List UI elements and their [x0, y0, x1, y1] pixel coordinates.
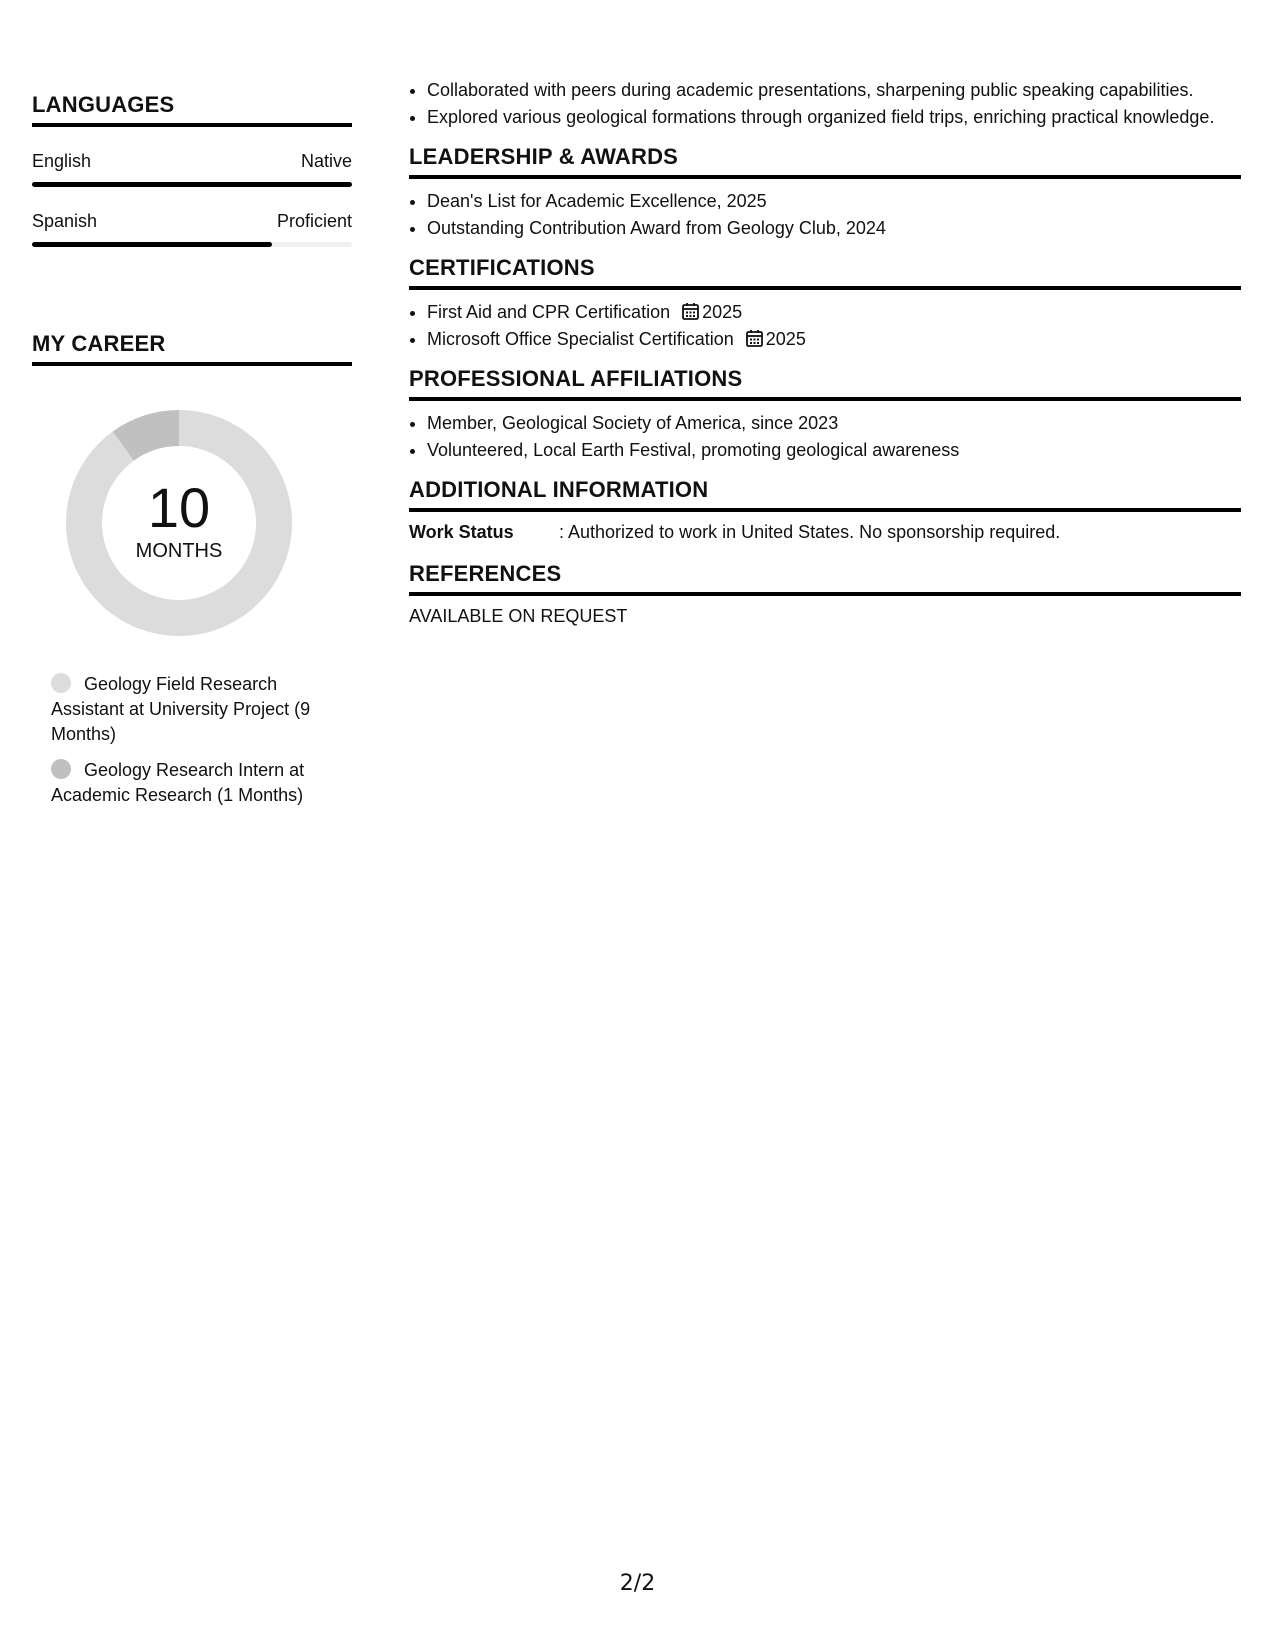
work-status-value: : Authorized to work in United States. No sponsorship required. — [559, 522, 1061, 542]
leadership-heading: LEADERSHIP & AWARDS — [409, 144, 1241, 179]
list-item: • Collaborated with peers during academic presentations, sharpening public speaking capabilities. — [427, 78, 1241, 103]
references-section — [409, 561, 1241, 627]
legend-label: Geology Research Intern at Academic Research (1 Months) — [51, 760, 305, 805]
career-total-months: 10 — [147, 475, 211, 539]
language-proficiency-bar — [32, 242, 352, 247]
language-level: Proficient — [276, 211, 352, 231]
list-item — [427, 300, 1241, 325]
legend-item — [51, 758, 341, 808]
career-legend — [51, 672, 341, 808]
career-unit-label: MONTHS — [135, 539, 223, 562]
affiliations-section — [409, 366, 1241, 463]
language-proficiency-bar — [32, 182, 352, 187]
left-column — [32, 92, 352, 819]
legend-swatch — [51, 673, 71, 693]
career-heading: MY CAREER — [32, 331, 352, 366]
experience-bullets — [409, 78, 1241, 130]
affiliations-heading: PROFESSIONAL AFFILIATIONS — [409, 366, 1241, 401]
page-number: 2/2 — [619, 1571, 656, 1596]
calendar-icon — [682, 302, 699, 320]
right-column — [409, 78, 1241, 627]
language-item — [32, 151, 352, 187]
certifications-section — [409, 255, 1241, 352]
career-donut-chart — [66, 410, 292, 636]
certification-name: Microsoft Office Specialist Certification — [427, 329, 734, 349]
language-name: English — [32, 151, 92, 171]
list-item — [427, 327, 1241, 352]
list-item: • Member, Geological Society of America, since 2023 — [427, 411, 1241, 436]
certification-name: First Aid and CPR Certification — [427, 302, 671, 322]
references-heading: REFERENCES — [409, 561, 1241, 596]
list-item: • Outstanding Contribution Award from Geology Club, 2024 — [427, 216, 1241, 241]
certification-year: 2025 — [702, 302, 743, 322]
additional-section — [409, 477, 1241, 543]
certification-year: 2025 — [765, 329, 806, 349]
language-name: Spanish — [32, 211, 98, 231]
legend-swatch — [51, 759, 71, 779]
list-item: • Volunteered, Local Earth Festival, promoting geological awareness — [427, 438, 1241, 463]
work-status-label: Work Status — [409, 522, 514, 542]
language-proficiency-fill — [32, 182, 352, 187]
calendar-icon — [746, 329, 763, 347]
language-proficiency-fill — [32, 242, 272, 247]
leadership-section — [409, 144, 1241, 241]
list-item: • Explored various geological formations through organized field trips, enriching practical knowledge. — [427, 105, 1241, 130]
references-text: AVAILABLE ON REQUEST — [409, 606, 628, 626]
language-level: Native — [300, 151, 352, 171]
additional-heading: ADDITIONAL INFORMATION — [409, 477, 1241, 512]
language-item — [32, 211, 352, 247]
legend-label: Geology Field Research Assistant at University Project (9 Months) — [51, 674, 311, 744]
certifications-heading: CERTIFICATIONS — [409, 255, 1241, 290]
list-item: • Dean's List for Academic Excellence, 2025 — [427, 189, 1241, 214]
languages-heading: LANGUAGES — [32, 92, 352, 127]
legend-item — [51, 672, 341, 747]
